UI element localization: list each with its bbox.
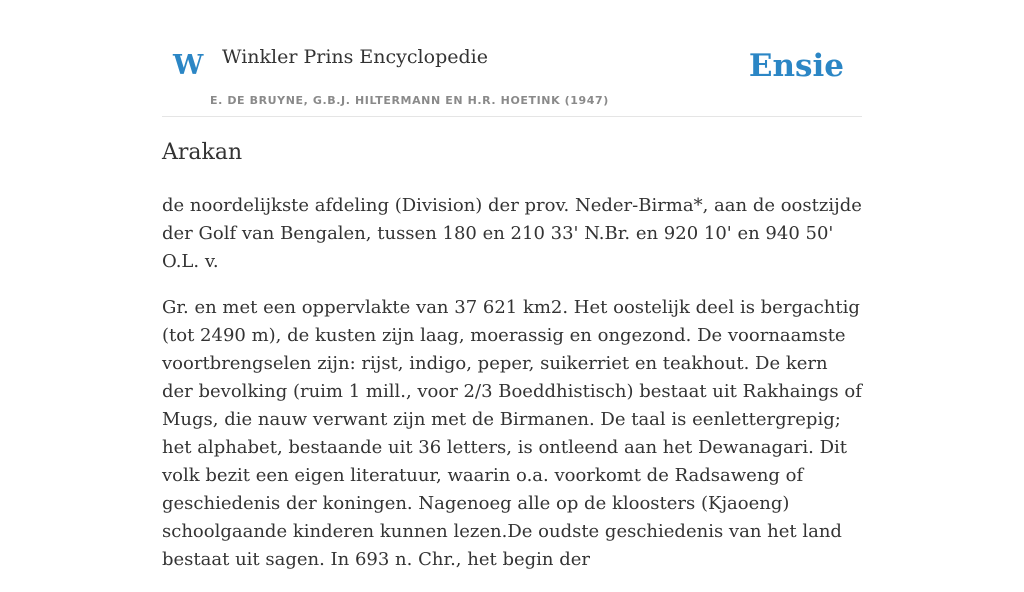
article-body [162,192,862,592]
source-logo[interactable]: W [173,50,204,81]
article-paragraph: Gr. en met een oppervlakte van 37 621 km2. Het oostelijk deel is bergachtig (tot 2490 m), de kusten zijn laag, moerassig en ongezond. De voornaamste voortbrengselen zijn: rijst, indigo, peper, suikerriet en teakhout. De kern der bevolking (ruim 1 mill., voor 2/3 Boeddhistisch) bestaat uit Rakhaings of Mugs, die nauw verwant zijn met de Birmanen. De taal is eenlettergrepig; het alphabet, bestaande uit 36 letters, is ontleend aan het Dewanagari. Dit volk bezit een eigen literatuur, waarin o.a. voorkomt de Radsaweng of geschiedenis der koningen. Nagenoeg alle op de kloosters (Kjaoeng) schoolgaande kinderen kunnen lezen.De oudste geschiedenis van het land bestaat uit sagen. In 693 n. Chr., het begin der [162,297,862,570]
ensie-logo-link[interactable]: Ensie [748,48,844,84]
article-title: Arakan [162,140,243,165]
source-authors: E. DE BRUYNE, G.B.J. HILTERMANN EN H.R. HOETINK (1947) [210,94,609,107]
article-paragraph: de noordelijkste afdeling (Division) der prov. Neder-Birma*, aan de oostzijde der Golf van Bengalen, tussen 180 en 210 33' N.Br. en 920 10' en 940 50' O.L. v. [162,195,862,272]
page [162,0,862,570]
source-header [162,0,862,117]
source-title-link[interactable]: Winkler Prins Encyclopedie [222,46,488,68]
